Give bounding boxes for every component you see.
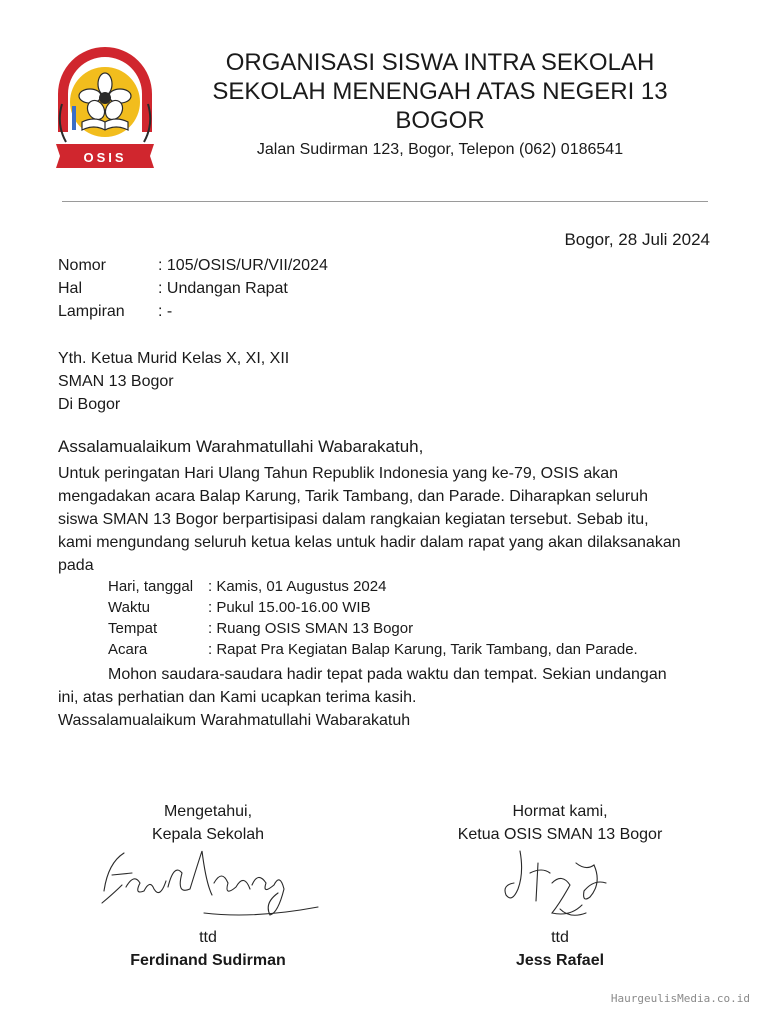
- signer-name-right: Jess Rafael: [515, 952, 605, 969]
- detail-value: : Rapat Pra Kegiatan Balap Karung, Tarik Tambang, dan Parade.: [208, 641, 638, 658]
- detail-label: Acara: [108, 641, 148, 658]
- meta-label: Nomor: [58, 257, 107, 274]
- logo-text: OSIS: [83, 150, 127, 165]
- recipient-block: [58, 347, 289, 416]
- meta-row: [58, 303, 172, 321]
- sign-role: Kepala Sekolah: [151, 826, 265, 843]
- closing-line: Mohon saudara-saudara hadir tepat pada waktu dan tempat. Sekian undangan: [108, 666, 667, 683]
- header-divider: [62, 201, 708, 202]
- watermark: HaurgeulisMedia.co.id: [610, 992, 750, 1005]
- meta-label: Lampiran: [58, 303, 125, 320]
- recipient-line: SMAN 13 Bogor: [58, 373, 174, 390]
- sign-role: Ketua OSIS SMAN 13 Bogor: [457, 826, 663, 843]
- greeting: Assalamualaikum Warahmatullahi Wabarakatuh,: [58, 437, 424, 456]
- school-name: SEKOLAH MENENGAH ATAS NEGERI 13: [212, 78, 668, 105]
- signature-right-image: [490, 843, 630, 923]
- body-line: siswa SMAN 13 Bogor berpartisipasi dalam rangkaian kegiatan tersebut. Sebab itu,: [58, 511, 649, 528]
- detail-value: : Pukul 15.00-16.00 WIB: [208, 599, 371, 616]
- meta-row: [58, 280, 288, 298]
- detail-value: : Ruang OSIS SMAN 13 Bogor: [208, 620, 414, 637]
- ttd-right: ttd: [551, 929, 569, 946]
- detail-row: [108, 641, 638, 658]
- recipient-line: Yth. Ketua Murid Kelas X, XI, XII: [58, 350, 290, 367]
- osis-logo: [52, 44, 158, 174]
- closing-paragraph: [58, 663, 718, 732]
- letter-date: Bogor, 28 Juli 2024: [564, 230, 710, 249]
- detail-label: Tempat: [108, 620, 158, 637]
- city-name: BOGOR: [395, 107, 485, 134]
- salam: Wassalamualaikum Warahmatullahi Wabarakatuh: [58, 712, 411, 729]
- signature-block-left: [88, 800, 328, 846]
- letterhead: [180, 48, 700, 159]
- osis-logo-icon: [52, 44, 158, 174]
- handwritten-signature-icon: [94, 843, 334, 923]
- sign-label: Hormat kami,: [512, 803, 608, 820]
- body-line: Untuk peringatan Hari Ulang Tahun Republik Indonesia yang ke-79, OSIS akan: [58, 465, 619, 482]
- signature-block-right: [420, 800, 700, 846]
- meta-value: : Undangan Rapat: [158, 280, 288, 297]
- handwritten-signature-icon: [490, 843, 630, 923]
- detail-row: [108, 620, 413, 637]
- recipient-line: Di Bogor: [58, 396, 121, 413]
- closing-line: ini, atas perhatian dan Kami ucapkan terima kasih.: [58, 689, 417, 706]
- body-line: kami mengundang seluruh ketua kelas untuk hadir dalam rapat yang akan dilaksanakan: [58, 534, 681, 551]
- detail-row: [108, 578, 386, 595]
- signer-name-left: Ferdinand Sudirman: [130, 952, 286, 969]
- detail-value: : Kamis, 01 Augustus 2024: [208, 578, 387, 595]
- org-name: ORGANISASI SISWA INTRA SEKOLAH: [225, 49, 655, 76]
- meta-row: [58, 257, 328, 275]
- body-line: pada: [58, 557, 94, 574]
- meta-label: Hal: [58, 280, 83, 297]
- detail-label: Waktu: [108, 599, 150, 616]
- sign-label: Mengetahui,: [163, 803, 253, 820]
- address: Jalan Sudirman 123, Bogor, Telepon (062) 0186541: [256, 141, 624, 158]
- signature-left-image: [94, 843, 334, 923]
- meta-value: : 105/OSIS/UR/VII/2024: [158, 257, 328, 274]
- detail-row: [108, 599, 371, 616]
- ttd-left: ttd: [199, 929, 217, 946]
- meta-value: : -: [158, 303, 173, 320]
- detail-label: Hari, tanggal: [108, 578, 194, 595]
- body-line: mengadakan acara Balap Karung, Tarik Tambang, dan Parade. Diharapkan seluruh: [58, 488, 649, 505]
- body-paragraph: [58, 462, 718, 577]
